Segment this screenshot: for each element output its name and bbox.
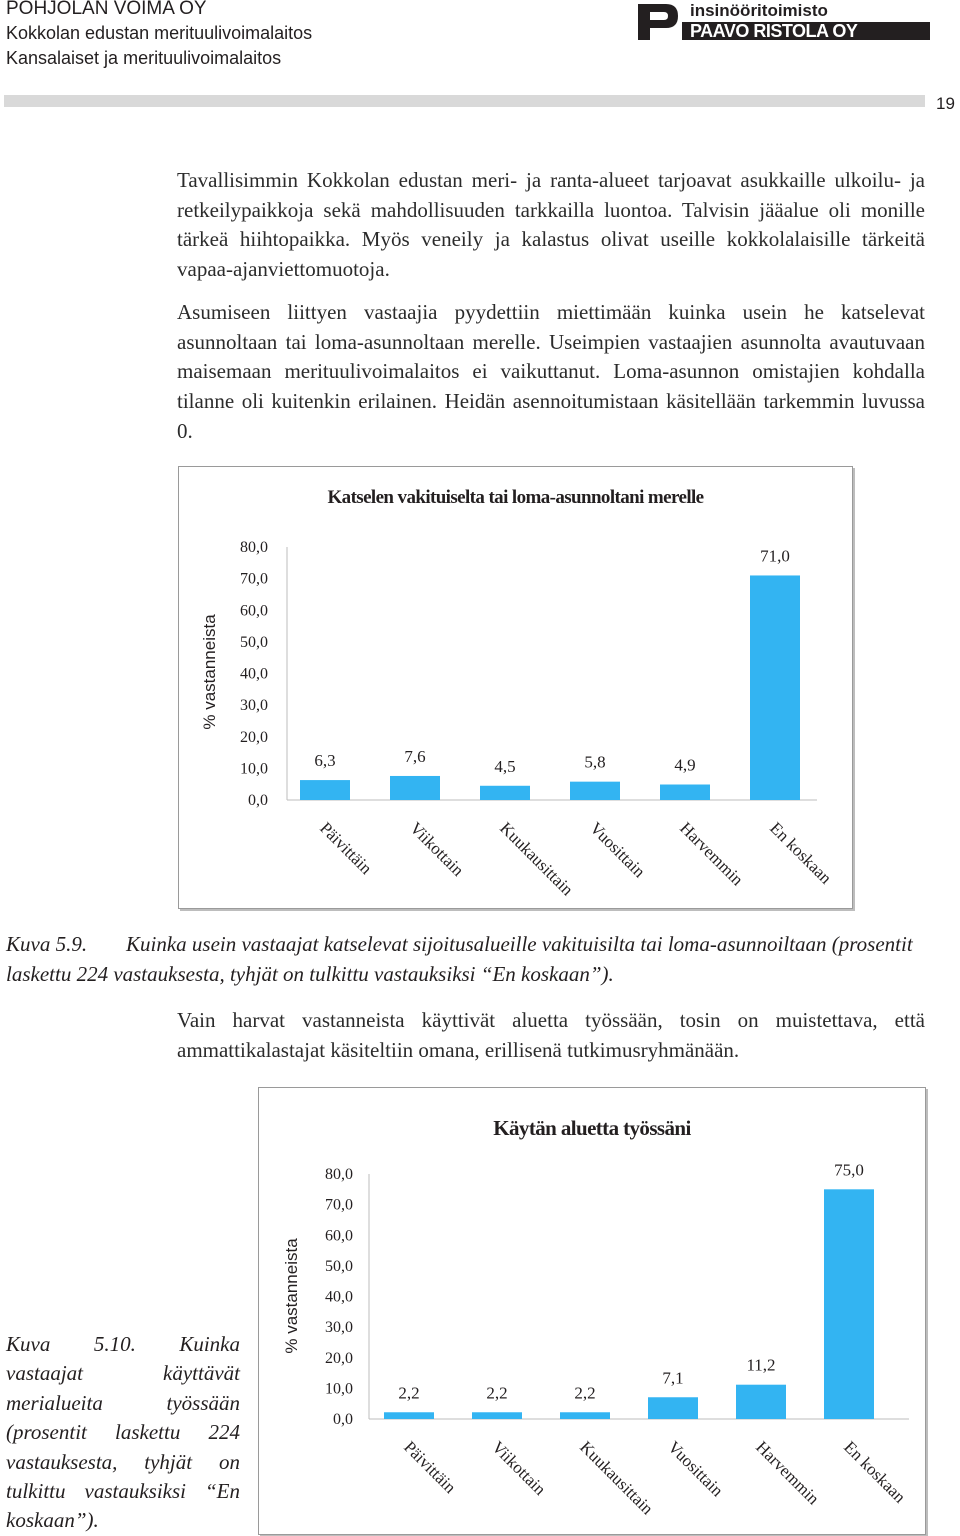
bar [570, 782, 620, 800]
y-tick-label: 30,0 [325, 1319, 353, 1337]
y-tick-label: 30,0 [240, 697, 268, 715]
bar-value-label: 6,3 [314, 751, 336, 771]
figure-caption: Kuva 5.10. Kuinka vastaajat käyttävät merialueita työssään (prosentit laskettu 224 vastauksesta, tyhjät on tulkittu vastauksiksi “En koskaan”). [6, 1332, 240, 1533]
y-tick-label: 80,0 [240, 539, 268, 556]
figure-number: Kuva 5.9. [6, 932, 88, 956]
bar-value-label: 75,0 [834, 1160, 864, 1180]
figure-caption [6, 929, 926, 989]
chart-plot [259, 1088, 925, 1534]
bar [472, 1412, 522, 1419]
y-tick-label: 40,0 [240, 665, 268, 683]
paragraph: Vain harvat vastanneista käyttivät aluetta työssään, tosin on muistettava, että ammattikalastajat käsiteltiin omana, erillisenä tutkimusryhmänään. [177, 1008, 925, 1062]
company-logo [638, 0, 930, 44]
x-tick-label: En koskaan [766, 818, 836, 888]
y-axis-label: % vastanneista [282, 1238, 301, 1354]
bar [560, 1412, 610, 1419]
y-tick-label: 0,0 [248, 792, 268, 809]
bar [660, 785, 710, 800]
y-tick-label: 80,0 [325, 1166, 353, 1183]
project-name: Kokkolan edustan merituulivoimalaitos [6, 23, 313, 43]
x-tick-label: Harvemmin [676, 818, 748, 890]
bar-value-label: 7,1 [662, 1368, 684, 1388]
page-number: 19 [936, 94, 955, 113]
bar-value-label: 2,2 [574, 1383, 596, 1403]
y-axis-label: % vastanneista [200, 614, 219, 730]
x-tick-label: Kuukausittain [496, 818, 578, 900]
chart-title: Katselen vakituiselta tai loma-asunnoltani merelle [327, 487, 704, 508]
bar [750, 575, 800, 800]
company-name: POHJOLAN VOIMA OY [6, 0, 207, 19]
report-name: Kansalaiset ja merituulivoimalaitos [6, 48, 282, 68]
chart-work-use [258, 1087, 926, 1535]
y-tick-label: 60,0 [325, 1227, 353, 1245]
bar [390, 776, 440, 800]
bar-value-label: 71,0 [760, 546, 790, 566]
bar-value-label: 5,8 [584, 752, 606, 772]
y-tick-label: 40,0 [325, 1288, 353, 1306]
y-tick-label: 50,0 [325, 1257, 353, 1275]
chart-title: Käytän aluetta työssäni [493, 1116, 691, 1140]
x-tick-label: Kuukausittain [576, 1437, 658, 1519]
bar-value-label: 7,6 [404, 746, 426, 766]
bar-value-label: 11,2 [746, 1355, 776, 1375]
x-tick-label: Vuosittain [664, 1437, 727, 1501]
bar [824, 1189, 874, 1419]
bar [736, 1385, 786, 1419]
bar [648, 1397, 698, 1419]
x-tick-label: Harvemmin [752, 1437, 824, 1509]
y-tick-label: 70,0 [325, 1196, 353, 1214]
bar [300, 780, 350, 800]
chart-plot [179, 467, 852, 908]
figure-caption-text: Kuinka usein vastaajat katselevat sijoitusalueille vakituisilta tai loma-asunnoiltaan (prosentit laskettu 224 vastauksesta, tyhjät on tulkittu vastauksiksi “En koskaan”). [6, 932, 913, 986]
y-tick-label: 10,0 [325, 1380, 353, 1398]
y-tick-label: 10,0 [240, 760, 268, 778]
header-rule [4, 95, 925, 107]
bar [384, 1412, 434, 1419]
bar-value-label: 2,2 [486, 1383, 508, 1403]
x-tick-label: Viikottain [406, 818, 468, 880]
bar-value-label: 2,2 [398, 1383, 420, 1403]
x-tick-label: En koskaan [840, 1437, 910, 1507]
x-tick-label: Päivittäin [400, 1437, 460, 1497]
bar-value-label: 4,5 [494, 756, 516, 776]
x-tick-label: Viikottain [488, 1437, 550, 1499]
paragraph: Asumiseen liittyen vastaajia pyydettiin miettimään kuinka usein he katselevat asunnoltaan tai loma-asunnoltaan merelle. Useimpien vastaajien asunnolta avautuvaan maisemaan merituulivoimalaitos ei vaikuttanut. Loma-asunnon omistajien kohdalla tilanne oli kuitenkin erilainen. Heidän asennoitumistaan käsitellään tarkemmin luvussa 0. [177, 300, 925, 443]
y-tick-label: 70,0 [240, 570, 268, 588]
chart-viewing-frequency [178, 466, 853, 909]
bar-value-label: 4,9 [674, 755, 696, 775]
y-tick-label: 0,0 [333, 1411, 353, 1428]
svg-text:insinööritoimisto: insinööritoimisto [690, 1, 828, 20]
y-tick-label: 50,0 [240, 633, 268, 651]
paragraph: Tavallisimmin Kokkolan edustan meri- ja ranta-alueet tarjoavat asukkaille ulkoilu- ja retkeilypaikkoja sekä mahdollisuuden tarkkailla luontoa. Talvisin jääalue oli monille tärkeä hiihtopaikka. Myös veneily ja kalastus olivat useille kokkolalaisille tärkeitä vapaa-ajanviettomuotoja. [177, 168, 925, 282]
x-tick-label: Päivittäin [316, 818, 376, 878]
y-tick-label: 20,0 [240, 728, 268, 746]
x-tick-label: Vuosittain [586, 818, 649, 882]
bar [480, 786, 530, 800]
y-tick-label: 20,0 [325, 1349, 353, 1367]
y-tick-label: 60,0 [240, 602, 268, 620]
svg-text:PAAVO RISTOLA OY: PAAVO RISTOLA OY [690, 21, 858, 41]
